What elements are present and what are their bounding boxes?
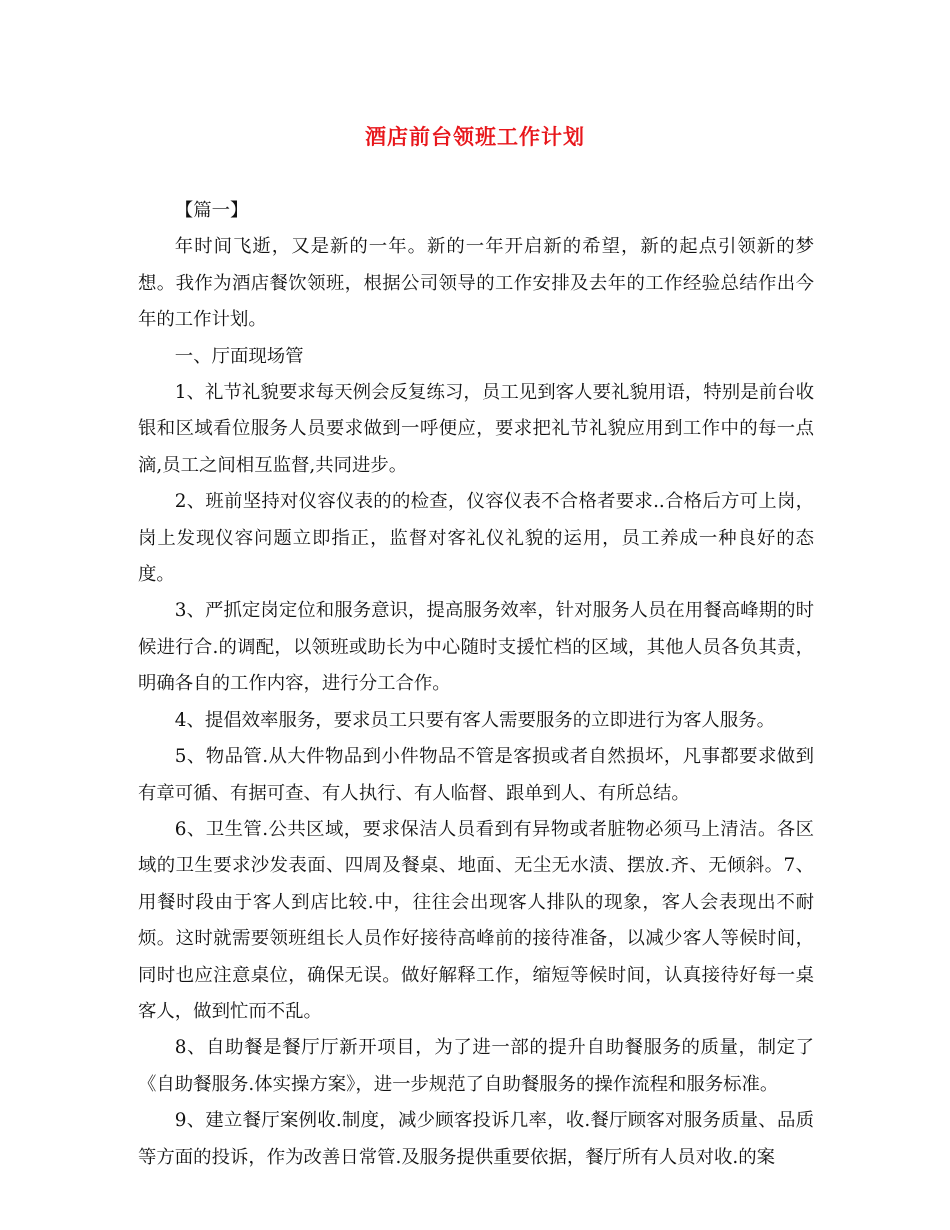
paragraph: 9、建立餐厅案例收.制度，减少顾客投诉几率，收.餐厅顾客对服务质量、品质等方面的投诉，作为改善日常管.及服务提供重要依据，餐厅所有人员对收.的案 [138, 1110, 814, 1168]
paragraph-heading: 一、厅面现场管 [174, 345, 304, 367]
document-body [138, 193, 814, 1176]
paragraph: 3、严抓定岗定位和服务意识，提高服务效率，针对服务人员在用餐高峰期的时候进行合.的调配，以领班或助长为中心随时支援忙档的区域，其他人员各负其责，明确各自的工作内容，进行分工合作。 [138, 600, 814, 695]
section-heading: 【篇一】 [174, 200, 249, 221]
paragraph: 2、班前坚持对仪容仪表的的检查，仪容仪表不合格者要求..合格后方可上岗，岗上发现仪容问题立即指正，监督对客礼仪礼貌的运用，员工养成一种良好的态度。 [138, 491, 814, 586]
document-title: 酒店前台领班工作计划 [365, 124, 585, 149]
paragraph: 8、自助餐是餐厅厅新开项目，为了进一部的提升自助餐服务的质量，制定了《自助餐服务.体实操方案》，进一步规范了自助餐服务的操作流程和服务标准。 [138, 1037, 814, 1095]
paragraph: 1、礼节礼貌要求每天例会反复练习，员工见到客人要礼貌用语，特别是前台收银和区域看位服务人员要求做到一呼便应，要求把礼节礼貌应用到工作中的每一点滴,员工之间相互监督,共同进步。 [138, 382, 814, 476]
paragraph: 5、物品管.从大件物品到小件物品不管是客损或者自然损坏，凡事都要求做到有章可循、有据可查、有人执行、有人临督、跟单到人、有所总结。 [138, 746, 814, 804]
paragraph: 年时间飞逝，又是新的一年。新的一年开启新的希望，新的起点引领新的梦想。我作为酒店餐饮领班，根据公司领导的工作安排及去年的工作经验总结作出今年的工作计划。 [138, 236, 814, 331]
paragraph: 4、提倡效率服务，要求员工只要有客人需要服务的立即进行为客人服务。 [174, 709, 775, 731]
paragraph: 6、卫生管.公共区域，要求保洁人员看到有异物或者脏物必须马上清洁。各区域的卫生要求沙发表面、四周及餐桌、地面、无尘无水渍、摆放.齐、无倾斜。7、用餐时段由于客人到店比较.中，往往会出现客人排队的现象，客人会表现出不耐烦。这时就需要领班组长人员作好接待高峰前的接待准备，以减少客人等候时间，同时也应注意桌位，确保无误。做好解释工作，缩短等候时间，认真接待好每一桌客人，做到忙而不乱。 [138, 818, 814, 1022]
